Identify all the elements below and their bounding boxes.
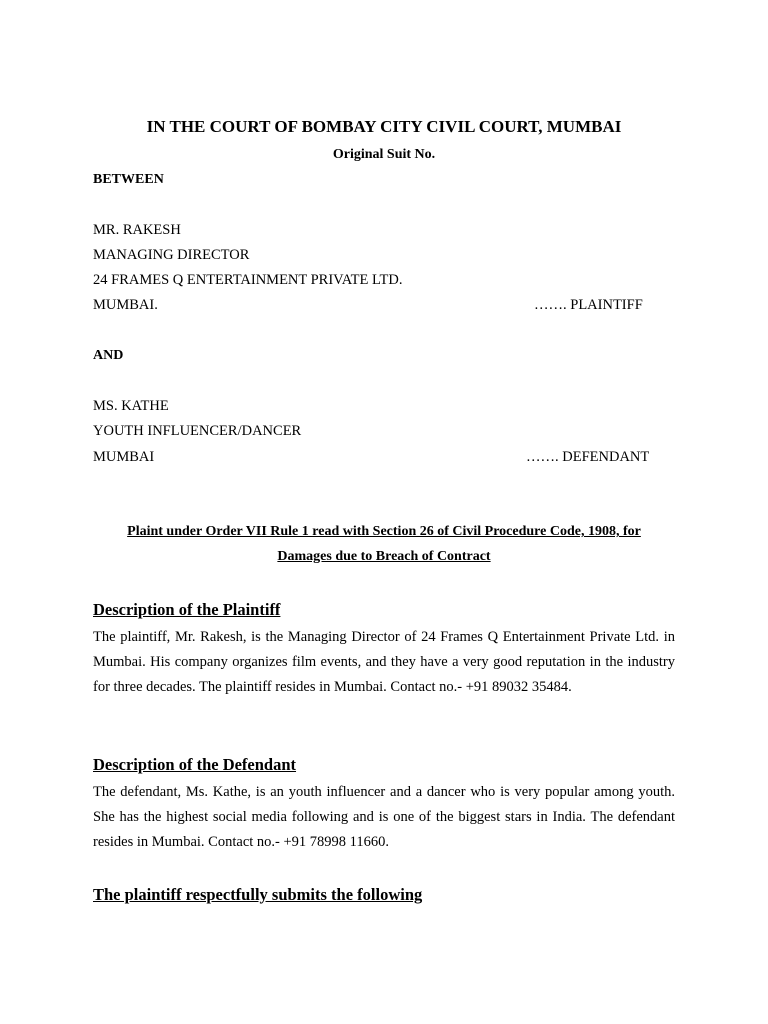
court-title: IN THE COURT OF BOMBAY CITY CIVIL COURT, MUMBAI xyxy=(146,117,622,136)
plaintiff-line: 24 FRAMES Q ENTERTAINMENT PRIVATE LTD. xyxy=(93,272,403,288)
defendant-role: ……. DEFENDANT xyxy=(526,449,650,465)
defendant-line: MS. KATHE xyxy=(93,398,169,414)
subject-line-2: Damages due to Breach of Contract xyxy=(277,549,491,564)
section-body-plaintiff: The plaintiff, Mr. Rakesh, is the Managing Director of 24 Frames Q Entertainment Private Ltd. in Mumbai. His company organizes film events, and they have a very good reputation in the industry for three decades. The plaintiff resides in Mumbai. Contact no.- +91 89032 35484. xyxy=(93,629,675,696)
plaintiff-role: ……. PLAINTIFF xyxy=(534,297,643,313)
and-label: AND xyxy=(93,348,124,363)
plaintiff-line: MUMBAI. xyxy=(93,297,158,313)
section-heading-plaintiff: Description of the Plaintiff xyxy=(93,600,281,619)
defendant-line: MUMBAI xyxy=(93,449,155,465)
plaintiff-line: MANAGING DIRECTOR xyxy=(93,247,250,263)
suit-number: Original Suit No. xyxy=(332,147,436,162)
plaintiff-line: MR. RAKESH xyxy=(93,222,181,238)
section-body-defendant: The defendant, Ms. Kathe, is an youth influencer and a dancer who is very popular among youth. She has the highest social media following and is one of the biggest stars in India. The defendant resides in Mumbai. Contact no.- +91 78998 11660. xyxy=(93,784,675,851)
between-label: BETWEEN xyxy=(93,172,164,187)
defendant-line: YOUTH INFLUENCER/DANCER xyxy=(93,423,302,439)
section-heading-defendant: Description of the Defendant xyxy=(93,755,297,774)
submissions-heading: The plaintiff respectfully submits the following xyxy=(93,885,423,904)
subject-line-1: Plaint under Order VII Rule 1 read with Section 26 of Civil Procedure Code, 1908, for xyxy=(127,524,641,539)
